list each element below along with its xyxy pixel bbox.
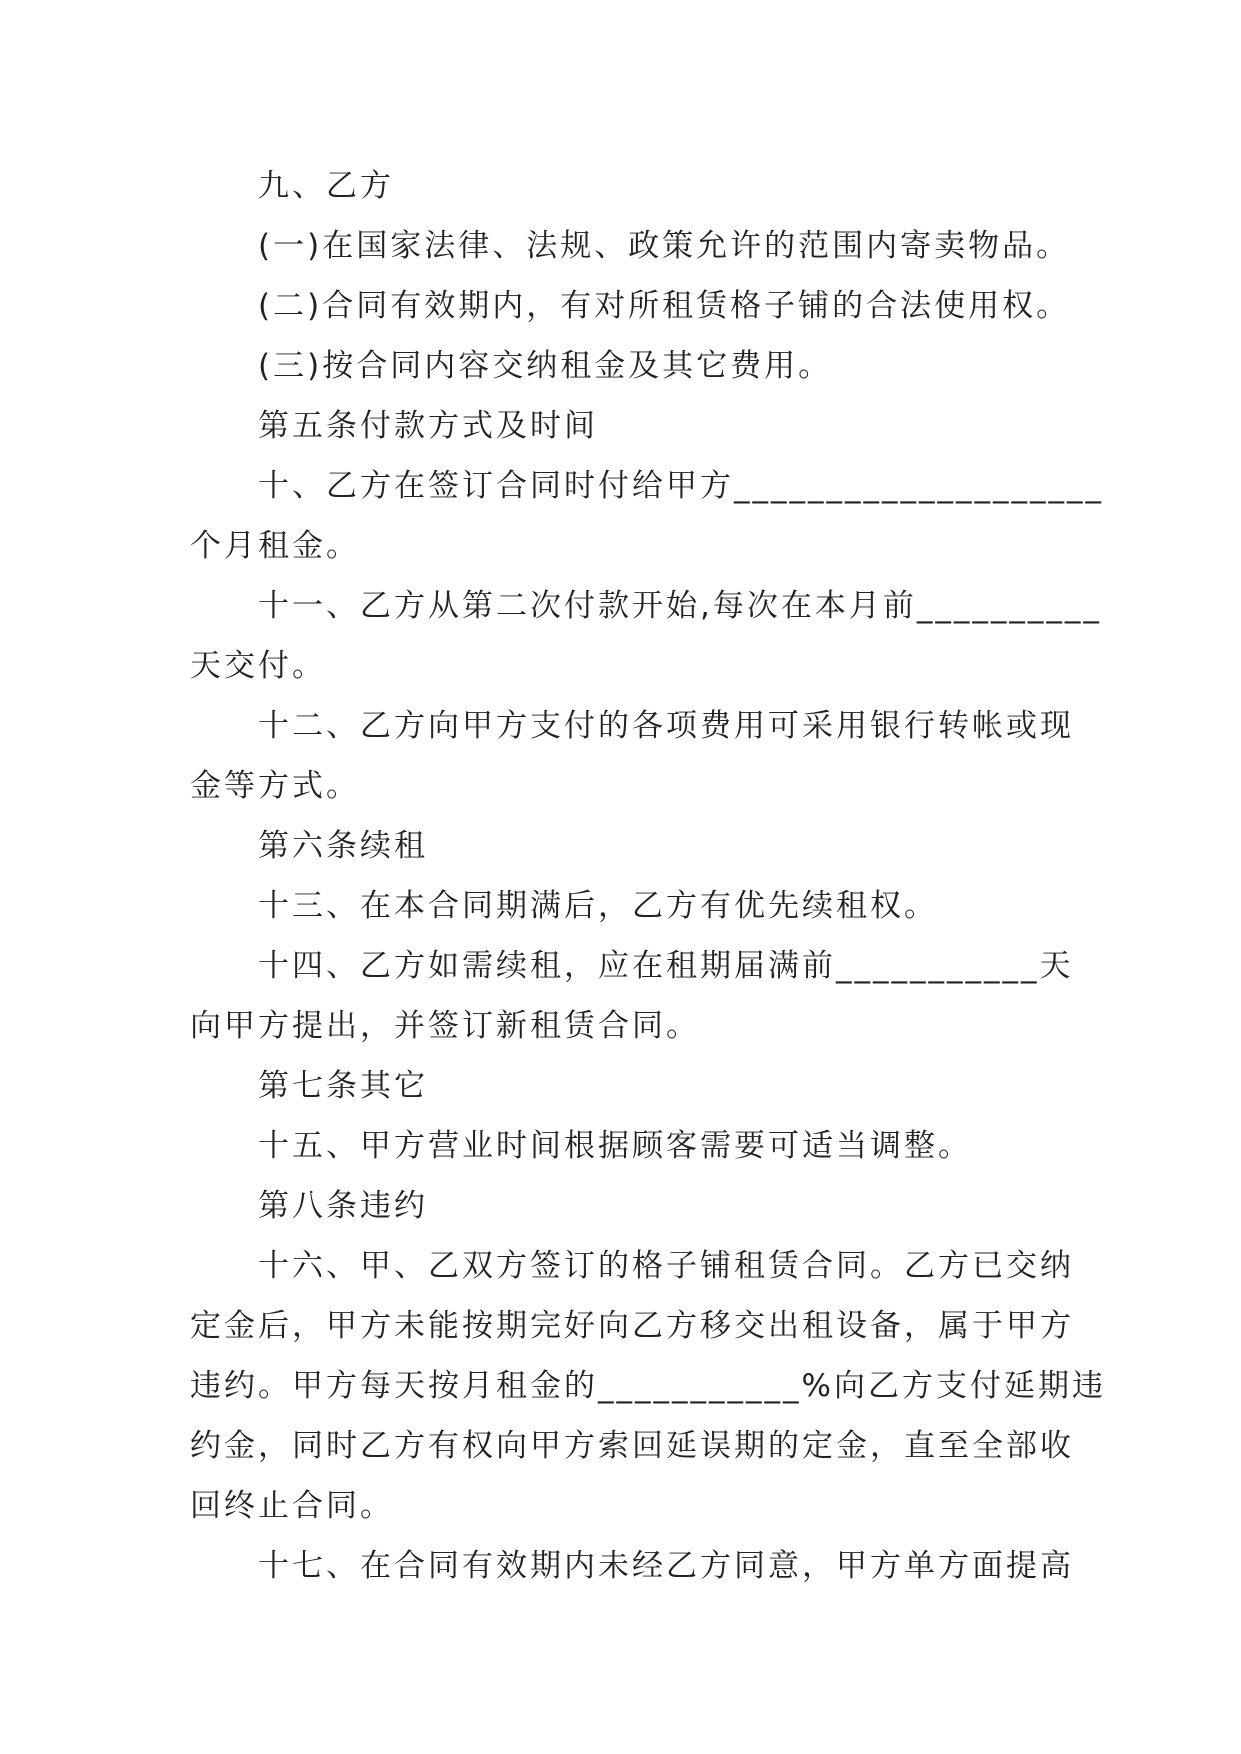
clause-16-line-1: 十六、甲、乙双方签订的格子铺租赁合同。乙方已交纳 <box>258 1248 1074 1284</box>
article-8-heading: 第八条违约 <box>258 1188 428 1224</box>
article-6-heading: 第六条续租 <box>258 828 428 864</box>
article-5-heading: 第五条付款方式及时间 <box>258 408 598 444</box>
clause-10-line-2: 个月租金。 <box>190 528 360 564</box>
clause-14-line-2: 向甲方提出，并签订新租赁合同。 <box>190 1008 700 1044</box>
clause-17-line-1: 十七、在合同有效期内未经乙方同意，甲方单方面提高 <box>258 1548 1074 1584</box>
clause-16-line-5: 回终止合同。 <box>190 1488 394 1524</box>
clause-9-item-1: (一)在国家法律、法规、政策允许的范围内寄卖物品。 <box>258 228 1071 264</box>
clause-14-line-1: 十四、乙方如需续租，应在租期届满前___________天 <box>258 948 1074 984</box>
clause-16-line-2: 定金后，甲方未能按期完好向乙方移交出租设备，属于甲方 <box>190 1308 1074 1344</box>
clause-12-line-1: 十二、乙方向甲方支付的各项费用可采用银行转帐或现 <box>258 708 1074 744</box>
clause-15: 十五、甲方营业时间根据顾客需要可适当调整。 <box>258 1128 972 1164</box>
clause-16-line-4: 约金，同时乙方有权向甲方索回延误期的定金，直至全部收 <box>190 1428 1074 1464</box>
clause-9-heading: 九、乙方 <box>258 168 394 204</box>
clause-16-line-3: 违约。甲方每天按月租金的___________%向乙方支付延期违 <box>190 1368 1106 1404</box>
article-7-heading: 第七条其它 <box>258 1068 428 1104</box>
clause-11-line-1: 十一、乙方从第二次付款开始,每次在本月前__________ <box>258 588 1102 624</box>
clause-12-line-2: 金等方式。 <box>190 768 360 804</box>
clause-13: 十三、在本合同期满后，乙方有优先续租权。 <box>258 888 938 924</box>
clause-11-line-2: 天交付。 <box>190 648 326 684</box>
clause-10-line-1: 十、乙方在签订合同时付给甲方____________________ <box>258 468 1104 504</box>
clause-9-item-2: (二)合同有效期内，有对所租赁格子铺的合法使用权。 <box>258 288 1071 324</box>
clause-9-item-3: (三)按合同内容交纳租金及其它费用。 <box>258 348 833 384</box>
